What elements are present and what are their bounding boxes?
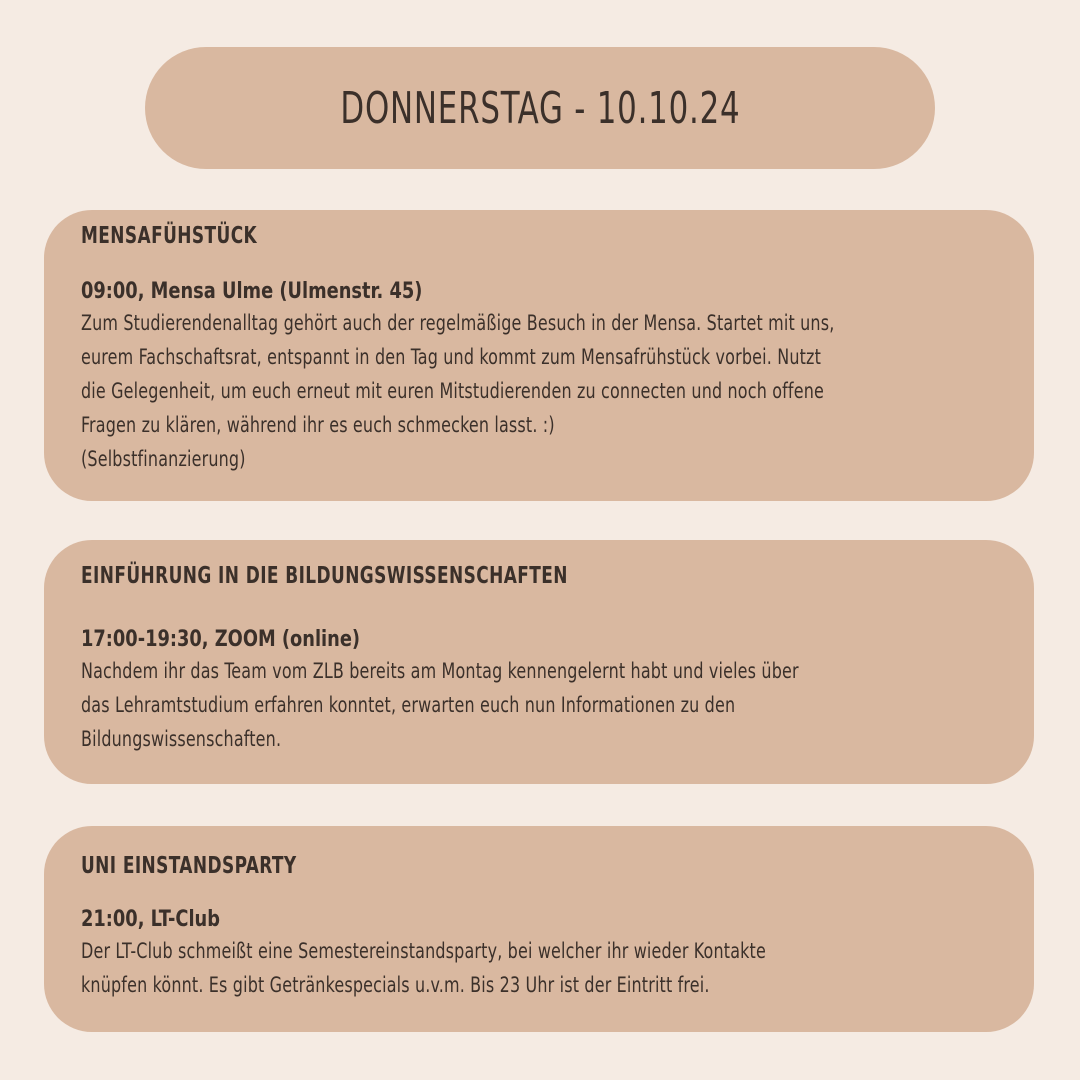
day-title: DONNERSTAG - 10.10.24 <box>339 82 741 134</box>
description-line: Zum Studierendenalltag gehört auch der regelmäßige Besuch in der Mensa. Startet mit uns, <box>81 311 835 335</box>
description-line: das Lehramtstudium erfahren konntet, erwarten euch nun Informationen zu den <box>81 693 736 717</box>
description-line: die Gelegenheit, um euch erneut mit euren Mitstudierenden zu connecten und noch offene <box>81 379 825 403</box>
event-card-mensa-breakfast <box>44 210 1034 501</box>
description-line: Fragen zu klären, während ihr es euch schmecken lasst. :) <box>81 413 555 437</box>
event-description <box>81 654 1002 756</box>
description-line: (Selbstfinanzierung) <box>81 447 246 471</box>
event-time-location: 17:00-19:30, ZOOM (online) <box>81 627 361 652</box>
description-line: eurem Fachschaftsrat, entspannt in den Tag und kommt zum Mensafrühstück vorbei. Nutzt <box>81 345 822 369</box>
event-time-location: 21:00, LT-Club <box>81 907 220 932</box>
event-title: EINFÜHRUNG IN DIE BILDUNGSWISSENSCHAFTEN <box>81 563 568 589</box>
description-line: Der LT-Club schmeißt eine Semestereinstandsparty, bei welcher ihr wieder Kontakte <box>81 939 766 963</box>
event-description <box>81 934 1002 1002</box>
description-line: Bildungswissenschaften. <box>81 727 282 751</box>
event-title: MENSAFÜHSTÜCK <box>81 223 258 249</box>
event-description <box>81 306 1002 476</box>
description-line: knüpfen könnt. Es gibt Getränkespecials u.v.m. Bis 23 Uhr ist der Eintritt frei. <box>81 973 710 997</box>
event-title: UNI EINSTANDSPARTY <box>81 853 297 879</box>
event-time-location: 09:00, Mensa Ulme (Ulmenstr. 45) <box>81 279 423 304</box>
description-line: Nachdem ihr das Team vom ZLB bereits am Montag kennengelernt habt und vieles über <box>81 659 799 683</box>
event-card-education-sciences <box>44 540 1034 784</box>
day-header <box>145 47 935 169</box>
event-card-uni-party <box>44 826 1034 1032</box>
